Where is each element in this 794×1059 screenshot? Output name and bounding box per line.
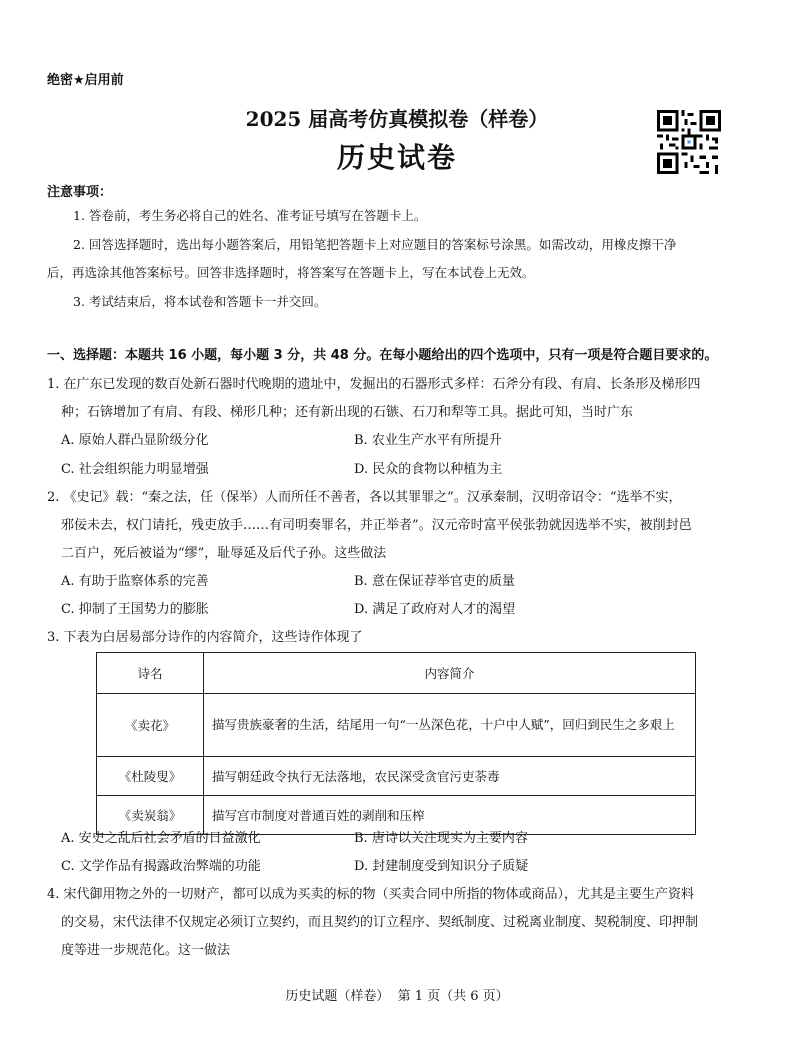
table-header-row <box>97 653 696 694</box>
question-2-line: 二百户，死后被谥为“缪”，耻辱延及后代子孙。这些做法 <box>61 546 387 561</box>
note-item: 2. 回答选择题时，选出每小题答案后，用铅笔把答题卡上对应题目的答案标号涂黑。如需改动，用橡皮擦干净 <box>73 237 677 252</box>
question-3-option-c: C. 文学作品有揭露政治弊端的功能 <box>61 859 261 874</box>
question-4-line: 度等进一步规范化。这一做法 <box>61 943 231 958</box>
confidential-label: 绝密★启用前 <box>47 73 124 88</box>
question-1-line: 1. 在广东已发现的数百处新石器时代晚期的遗址中，发掘出的石器形式多样：石斧分有段、有肩、长条形及梯形四 <box>47 377 701 392</box>
question-3-line: 3. 下表为白居易部分诗作的内容简介，这些诗作体现了 <box>47 630 363 645</box>
question-2-option-b: B. 意在保证荐举官吏的质量 <box>354 574 515 589</box>
exam-title: 2025 届高考仿真模拟卷（样卷） <box>245 107 549 131</box>
poem-summary-cell: 描写朝廷政令执行无法落地，农民深受贪官污吏荼毒 <box>204 757 696 796</box>
question-2-option-a: A. 有助于监察体系的完善 <box>61 574 209 589</box>
question-3-option-b: B. 唐诗以关注现实为主要内容 <box>354 831 528 846</box>
question-3-option-d: D. 封建制度受到知识分子质疑 <box>354 859 529 874</box>
question-2-line: 邪佞未去，权门请托，残吏放手……有司明奏罪名，并正举者”。汉元帝时富平侯张勃就因选举不实，被削封邑 <box>61 518 692 533</box>
poem-table <box>96 652 696 835</box>
poem-summary-cell: 描写宫市制度对普通百姓的剥削和压榨 <box>204 796 696 835</box>
section-title: 一、选择题：本题共 16 小题，每小题 3 分，共 48 分。在每小题给出的四个选项中，只有一项是符合题目要求的。 <box>47 348 718 363</box>
question-1-option-d: D. 民众的食物以种植为主 <box>354 462 503 477</box>
question-4-line: 的交易，宋代法律不仅规定必须订立契约，而且契约的订立程序、契纸制度、过税离业制度、契税制度、印押制 <box>61 915 699 930</box>
question-1-line: 种；石锛增加了有肩、有段、梯形几种；还有新出现的石镞、石刀和犁等工具。据此可知，当时广东 <box>61 405 634 420</box>
subject-title: 历史试卷 <box>336 141 457 174</box>
table-row <box>97 694 696 757</box>
question-2-option-d: D. 满足了政府对人才的渴望 <box>354 602 516 617</box>
question-1-option-a: A. 原始人群凸显阶级分化 <box>61 433 209 448</box>
notes-heading: 注意事项： <box>47 185 113 200</box>
poem-summary-cell: 描写贵族豪奢的生活，结尾用一句“一丛深色花，十户中人赋”，回归到民生之多艰上 <box>204 694 696 757</box>
note-item: 后，再选涂其他答案标号。回答非选择题时，将答案写在答题卡上，写在本试卷上无效。 <box>47 265 535 280</box>
table-header-cell: 内容简介 <box>204 653 696 694</box>
table-row <box>97 757 696 796</box>
question-1-option-c: C. 社会组织能力明显增强 <box>61 462 209 477</box>
poem-title-cell: 《卖炭翁》 <box>97 796 204 835</box>
note-item: 3. 考试结束后，将本试卷和答题卡一并交回。 <box>73 294 327 309</box>
page-footer: 历史试题（样卷） 第 1 页（共 6 页） <box>285 989 509 1004</box>
qr-code-icon <box>657 110 721 174</box>
table-header-cell: 诗名 <box>97 653 204 694</box>
question-4-line: 4. 宋代御用物之外的一切财产，都可以成为买卖的标的物（买卖合同中所指的物体或商品），尤其是主要生产资料 <box>47 887 695 902</box>
note-item: 1. 答卷前，考生务必将自己的姓名、准考证号填写在答题卡上。 <box>73 208 427 223</box>
question-2-line: 2. 《史记》载：“秦之法，任（保举）人而所任不善者，各以其罪罪之”。汉承秦制，汉明帝诏令：“选举不实， <box>47 490 682 505</box>
question-3-option-a: A. 安史之乱后社会矛盾的日益激化 <box>61 831 261 846</box>
question-1-option-b: B. 农业生产水平有所提升 <box>354 433 502 448</box>
question-2-option-c: C. 抑制了王国势力的膨胀 <box>61 602 209 617</box>
poem-title-cell: 《杜陵叟》 <box>97 757 204 796</box>
poem-title-cell: 《卖花》 <box>97 694 204 757</box>
